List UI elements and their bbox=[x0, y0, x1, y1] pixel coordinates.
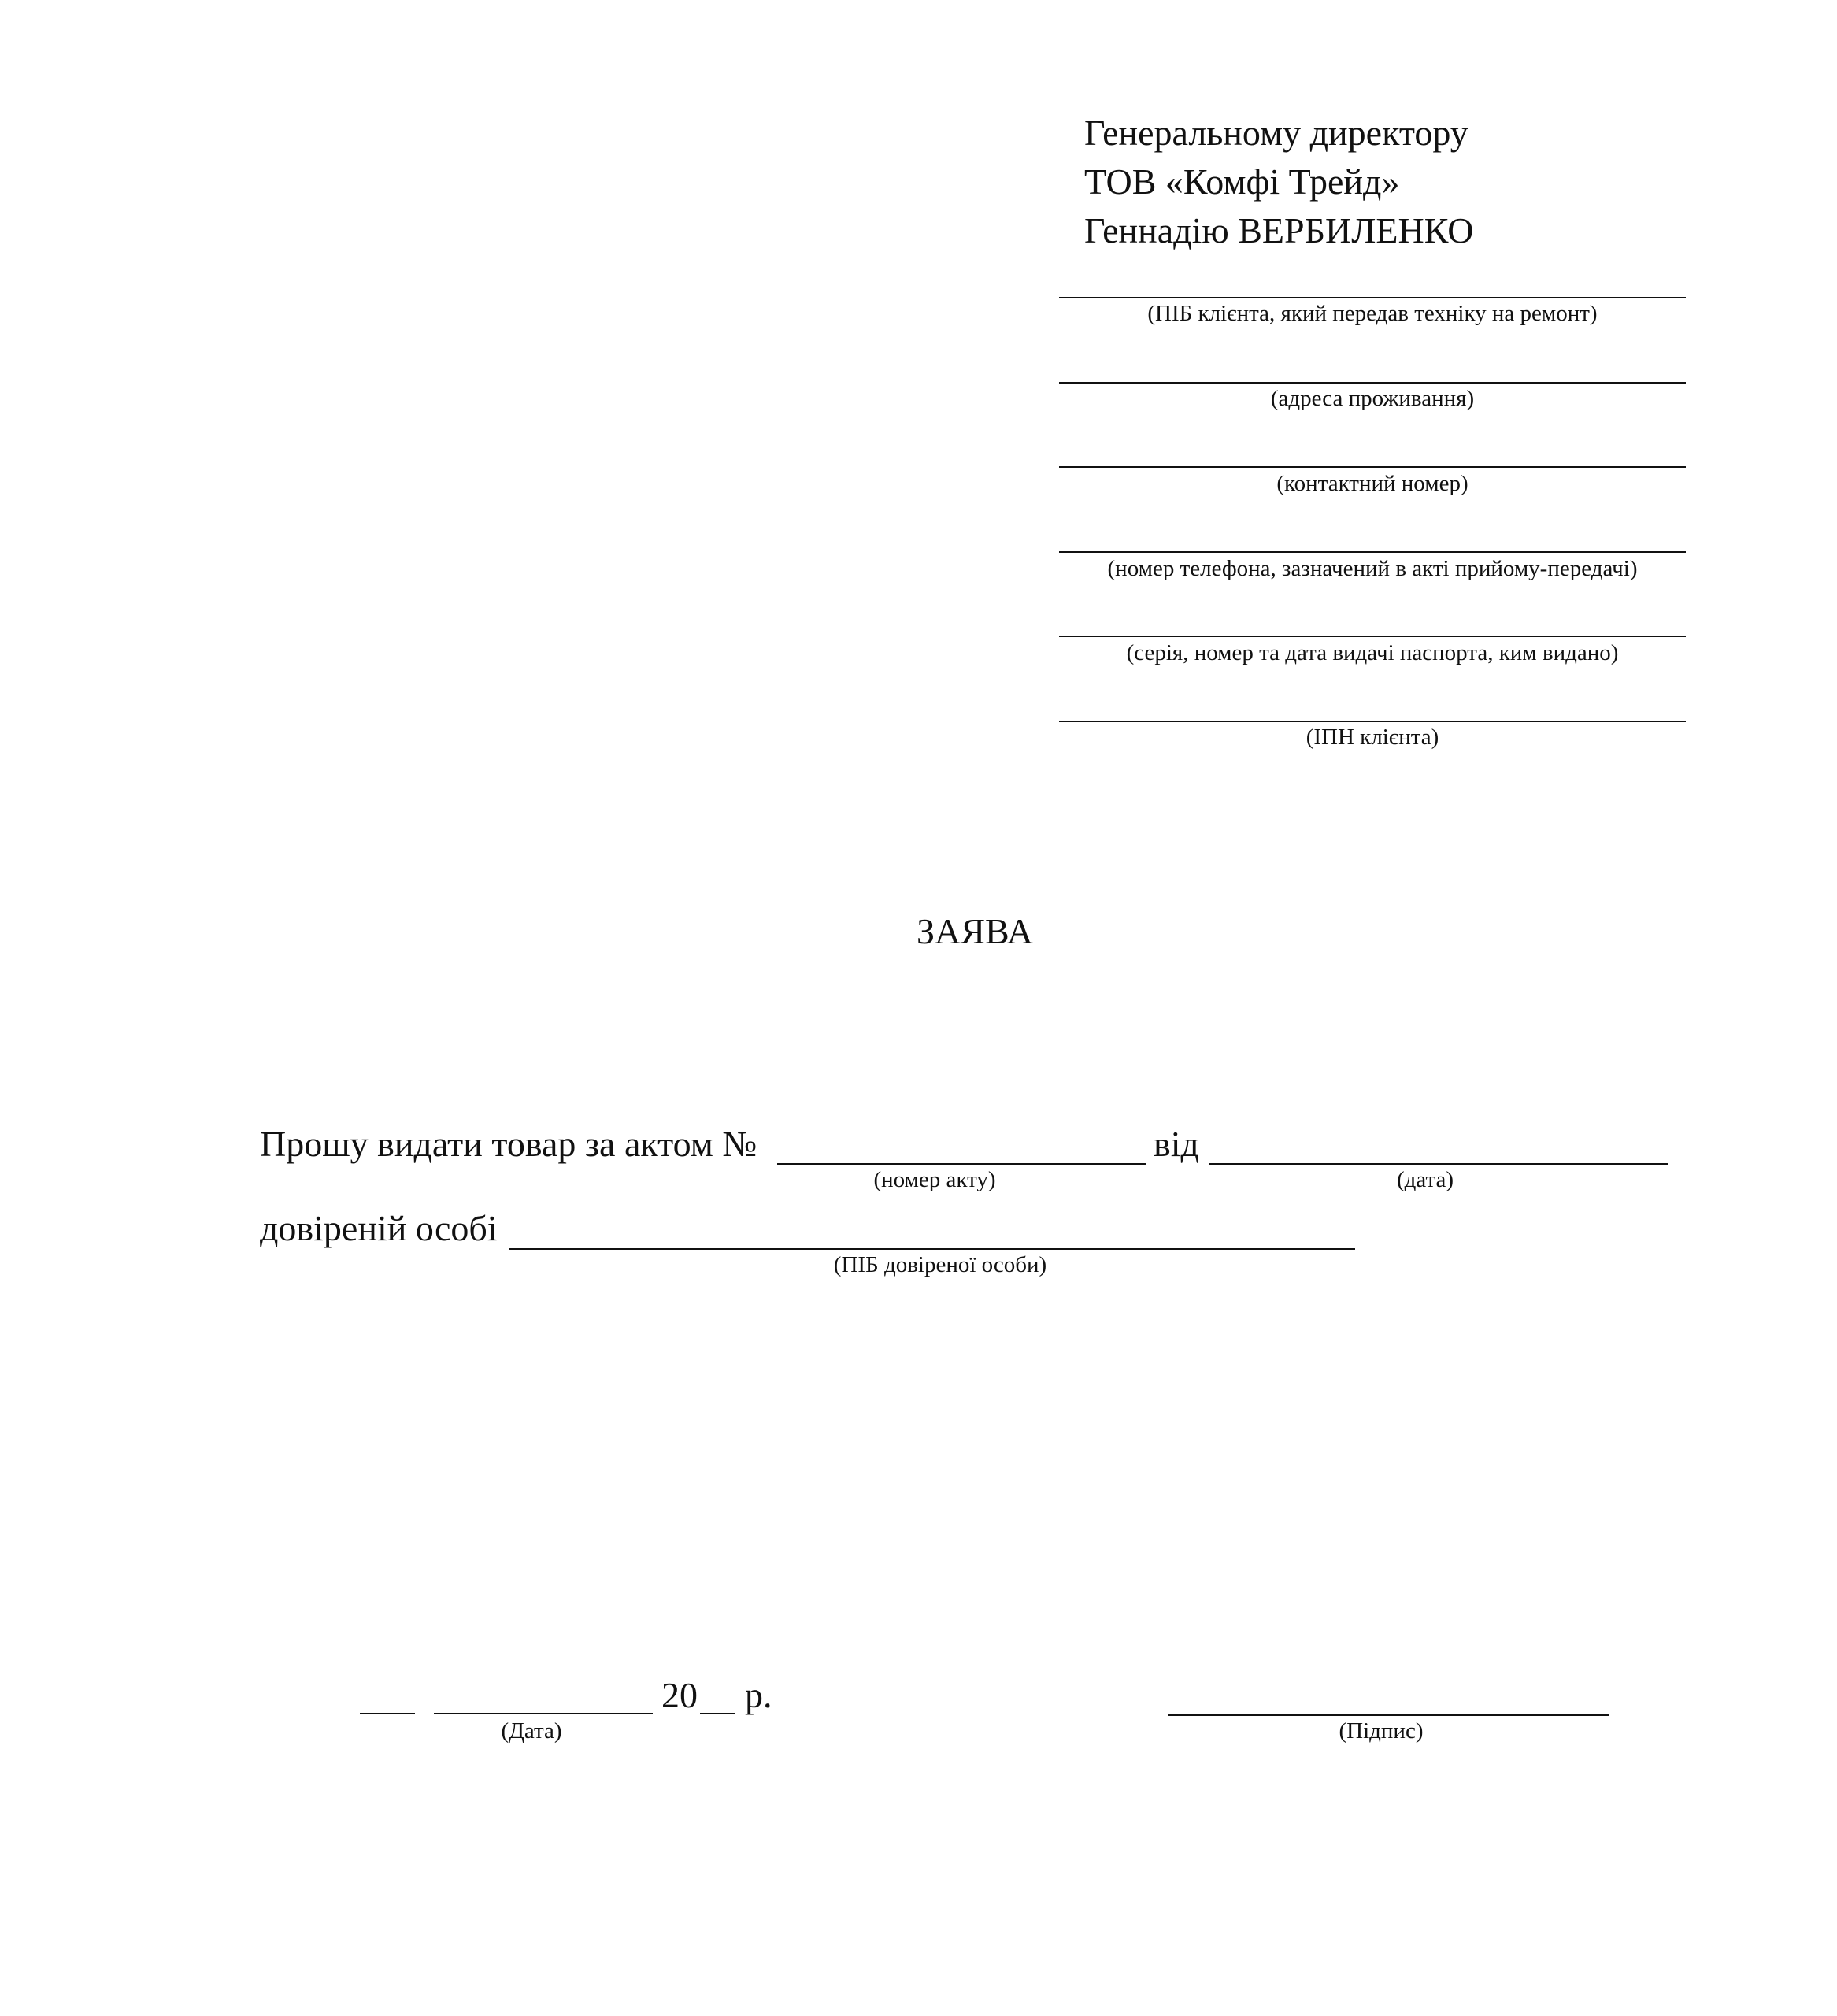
client-tax-id-caption: (ІПН клієнта) bbox=[1306, 724, 1439, 750]
from-text: від bbox=[1154, 1124, 1199, 1164]
client-address-caption: (адреса проживання) bbox=[1270, 386, 1475, 411]
document-title: ЗАЯВА bbox=[917, 911, 1033, 951]
trusted-person-caption: (ПІБ довіреної особи) bbox=[833, 1252, 1047, 1277]
client-address-field[interactable] bbox=[1059, 382, 1686, 384]
date-caption: (Дата) bbox=[501, 1718, 562, 1744]
addressee-name: Геннадію ВЕРБИЛЕНКО bbox=[1084, 210, 1474, 250]
client-name-caption: (ПІБ клієнта, який передав техніку на ремонт) bbox=[1147, 301, 1598, 326]
signature-field[interactable] bbox=[1168, 1714, 1609, 1716]
client-contact-caption: (контактний номер) bbox=[1276, 471, 1468, 496]
year-prefix: 20 bbox=[661, 1675, 698, 1715]
year-field[interactable] bbox=[700, 1713, 735, 1714]
request-text: Прошу видати товар за актом № bbox=[260, 1124, 757, 1164]
addressee-position: Генеральному директору bbox=[1084, 113, 1468, 153]
addressee-company: ТОВ «Комфі Трейд» bbox=[1084, 161, 1400, 202]
month-field[interactable] bbox=[434, 1713, 653, 1714]
client-name-field[interactable] bbox=[1059, 297, 1686, 298]
year-suffix: р. bbox=[745, 1675, 772, 1715]
day-field[interactable] bbox=[360, 1713, 415, 1714]
act-date-field[interactable] bbox=[1209, 1163, 1668, 1165]
client-phone-caption: (номер телефона, зазначений в акті прийому-передачі) bbox=[1107, 556, 1638, 581]
client-passport-field[interactable] bbox=[1059, 636, 1686, 637]
act-date-caption: (дата) bbox=[1396, 1167, 1454, 1192]
client-tax-id-field[interactable] bbox=[1059, 721, 1686, 722]
trusted-person-text: довіреній особі bbox=[260, 1208, 498, 1248]
act-number-field[interactable] bbox=[777, 1163, 1146, 1165]
client-passport-caption: (серія, номер та дата видачі паспорта, ким видано) bbox=[1126, 640, 1619, 665]
signature-caption: (Підпис) bbox=[1339, 1718, 1424, 1744]
client-phone-field[interactable] bbox=[1059, 551, 1686, 553]
act-number-caption: (номер акту) bbox=[873, 1167, 996, 1192]
trusted-person-field[interactable] bbox=[509, 1248, 1355, 1250]
client-contact-field[interactable] bbox=[1059, 466, 1686, 468]
